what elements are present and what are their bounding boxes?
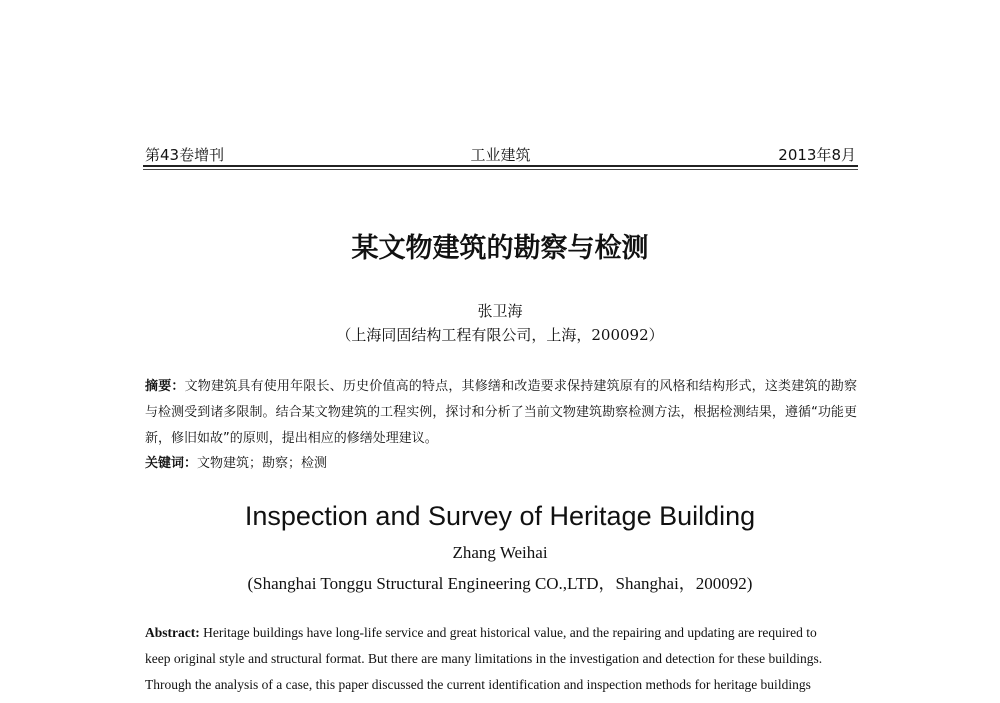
- english-abstract: [145, 620, 857, 698]
- header-date: 2013年8月: [778, 146, 856, 164]
- english-abstract-line-1: [145, 620, 857, 646]
- english-author: Zhang Weihai: [452, 543, 548, 562]
- chinese-keywords-label: 关键词：: [145, 456, 198, 471]
- english-abstract-line-3: Through the analysis of a case, this paper discussed the current identification and inspection methods for heritage buildings: [145, 677, 811, 692]
- header-volume: 第43卷增刊: [145, 146, 225, 164]
- header-journal: 工业建筑: [470, 146, 531, 164]
- chinese-author: 张卫海: [477, 302, 523, 320]
- chinese-abstract-text: 文物建筑具有使用年限长、历史价值高的特点，其修缮和改造要求保持建筑原有的风格和结构形式，这类建筑的勘察与检测受到诸多限制。结合某文物建筑的工程实例，探讨和分析了当前文物建筑勘察检测方法，根据检测结果，遵循“功能更新，修旧如故”的原则，提出相应的修缮处理建议。: [145, 379, 857, 446]
- header-rule-thick: [143, 165, 858, 167]
- chinese-abstract-label: 摘要：: [145, 379, 185, 394]
- chinese-abstract: [145, 374, 857, 452]
- chinese-title: 某文物建筑的勘察与检测: [351, 233, 649, 264]
- english-abstract-line-2: keep original style and structural format. But there are many limitations in the investigation and detection for these buildings.: [145, 651, 823, 666]
- english-abstract-label: Abstract:: [145, 625, 200, 640]
- chinese-affiliation: （上海同固结构工程有限公司，上海，200092）: [336, 326, 664, 344]
- english-abstract-text-1: Heritage buildings have long-life service and great historical value, and the repairing and updating are required to: [203, 625, 817, 640]
- english-affiliation: (Shanghai Tonggu Structural Engineering CO.,LTD，Shanghai，200092): [247, 574, 753, 593]
- chinese-keywords: [145, 453, 857, 475]
- running-header: [143, 142, 858, 166]
- english-title: Inspection and Survey of Heritage Building: [244, 501, 756, 531]
- chinese-keywords-text: 文物建筑；勘察；检测: [197, 456, 328, 471]
- header-rule-thin: [143, 169, 858, 170]
